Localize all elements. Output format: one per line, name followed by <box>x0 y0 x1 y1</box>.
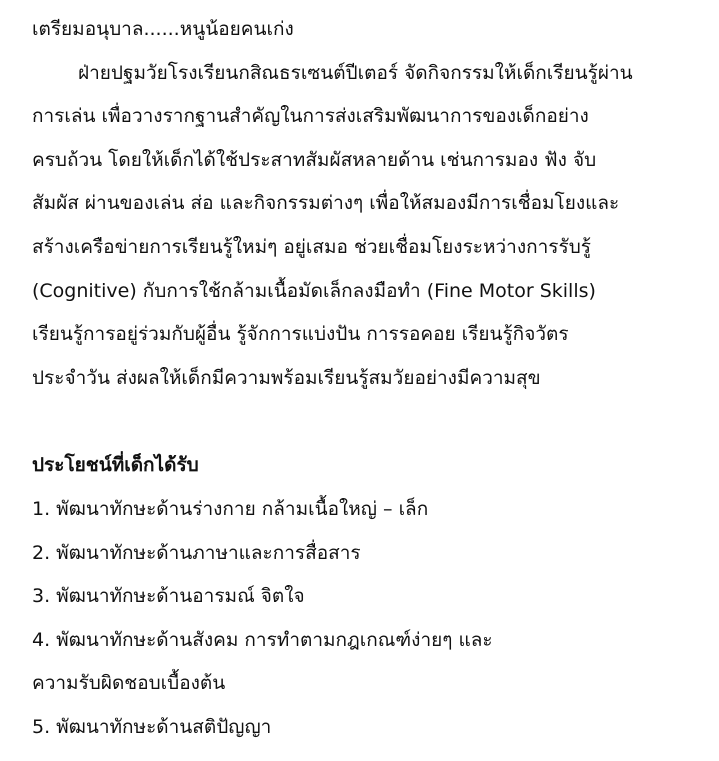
section-spacer <box>32 400 692 444</box>
paragraph-line: สัมผัส ผ่านของเล่น ส่อ และกิจกรรมต่างๆ เพื่อให้สมองมีการเชื่อมโยงและ <box>32 192 620 215</box>
paragraph-line: (Cognitive) กับการใช้กล้ามเนื้อมัดเล็กลงมือทำ (Fine Motor Skills) <box>32 279 596 302</box>
paragraph-line: การเล่น เพื่อวางรากฐานสำคัญในการส่งเสริมพัฒนาการของเด็กอย่าง <box>32 105 589 128</box>
document-title: เตรียมอนุบาล......หนูน้อยคนเก่ง <box>32 18 294 40</box>
document-page <box>32 8 692 750</box>
benefits-heading: ประโยชน์ที่เด็กได้รับ <box>32 454 199 477</box>
benefit-item: 5. พัฒนาทักษะด้านสติปัญญา <box>32 715 272 738</box>
paragraph-line: ประจำวัน ส่งผลให้เด็กมีความพร้อมเรียนรู้สมวัยอย่างมีความสุข <box>32 366 541 389</box>
benefit-item: 2. พัฒนาทักษะด้านภาษาและการสื่อสาร <box>32 541 361 564</box>
benefit-item: 3. พัฒนาทักษะด้านอารมณ์ จิตใจ <box>32 585 305 608</box>
benefit-item: 1. พัฒนาทักษะด้านร่างกาย กล้ามเนื้อใหญ่ – เล็ก <box>32 497 429 520</box>
intro-paragraph <box>32 52 692 401</box>
paragraph-line: ฝ่ายปฐมวัยโรงเรียนกสิณธรเซนต์ปีเตอร์ จัดกิจกรรมให้เด็กเรียนรู้ผ่าน <box>78 61 633 84</box>
paragraph-line: เรียนรู้การอยู่ร่วมกับผู้อื่น รู้จักการแบ่งปัน การรอคอย เรียนรู้กิจวัตร <box>32 323 569 346</box>
paragraph-line: สร้างเครือข่ายการเรียนรู้ใหม่ๆ อยู่เสมอ ช่วยเชื่อมโยงระหว่างการรับรู้ <box>32 235 591 258</box>
benefit-item: 4. พัฒนาทักษะด้านสังคม การทำตามกฎเกณฑ์ง่ายๆ และ <box>32 628 493 651</box>
benefit-item-continuation: ความรับผิดชอบเบื้องต้น <box>32 672 226 695</box>
benefits-list <box>32 488 692 750</box>
paragraph-line: ครบถ้วน โดยให้เด็กได้ใช้ประสาทสัมผัสหลายด้าน เช่นการมอง ฟัง จับ <box>32 148 597 171</box>
